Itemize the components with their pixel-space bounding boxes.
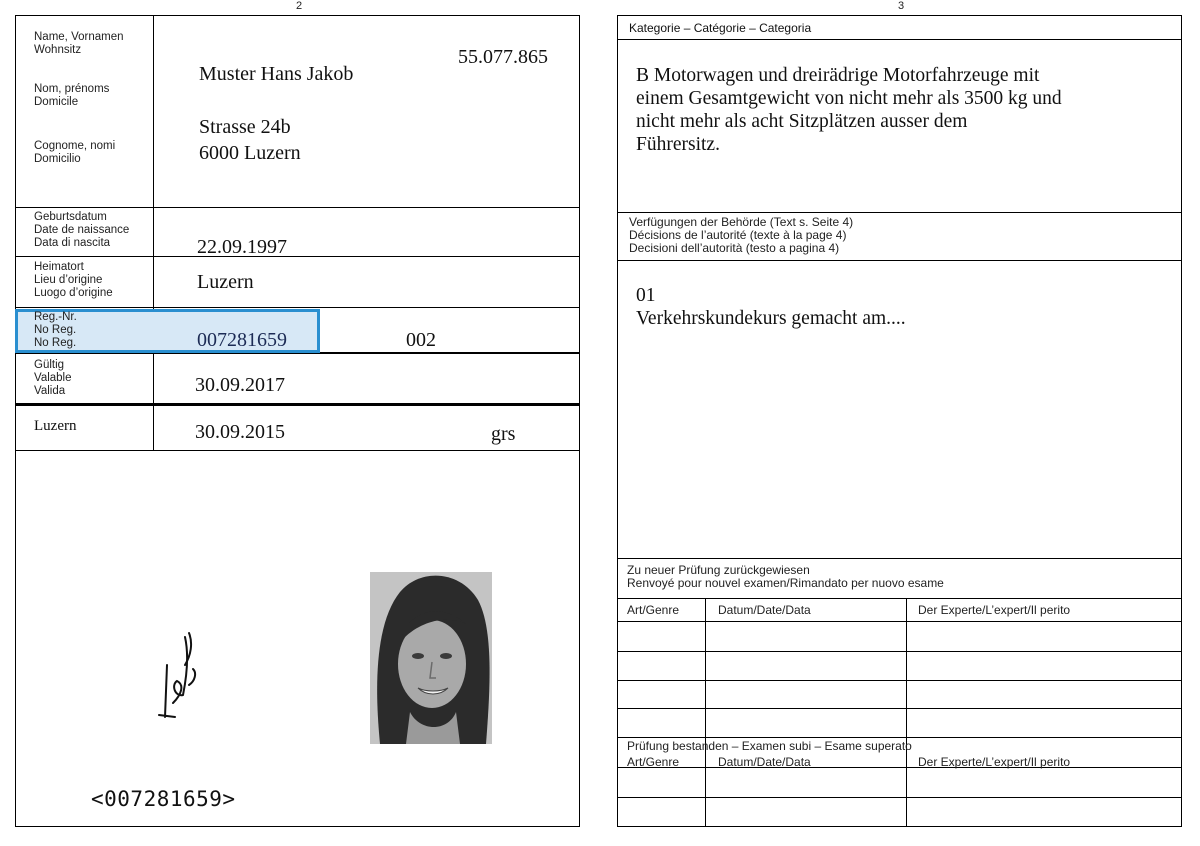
date-of-birth: 22.09.1997 — [197, 236, 287, 258]
decision-entry — [636, 284, 906, 330]
label-domicile-fr: Domicile — [34, 96, 79, 108]
left-page-frame — [15, 15, 580, 827]
category-line-2: einem Gesamtgewicht von nicht mehr als 3500 kg und — [636, 88, 1062, 109]
valid-until: 30.09.2017 — [195, 374, 285, 396]
rejected-header-fr-it: Renvoyé pour nouvel examen/Rimandato per nuovo esame — [627, 576, 944, 590]
rejected-col-expert: Der Experte/L’expert/Il perito — [918, 603, 1071, 617]
label-origin-it: Luogo d’origine — [34, 287, 113, 299]
holder-name: Muster Hans Jakob — [199, 63, 354, 85]
label-domicile-de: Wohnsitz — [34, 44, 82, 56]
holder-photo — [370, 572, 492, 744]
label-origin-de: Heimatort — [34, 261, 84, 273]
decision-code: 01 — [636, 285, 656, 306]
label-domicile-it: Domicilio — [34, 153, 81, 165]
passed-header: Prüfung bestanden – Examen subi – Esame superato — [627, 739, 912, 753]
place-of-origin: Luzern — [197, 271, 254, 293]
issue-date: 30.09.2015 — [195, 421, 285, 443]
signature — [145, 625, 205, 725]
label-dob-fr: Date de naissance — [34, 224, 130, 236]
label-reg-it: No Reg. — [34, 337, 77, 349]
decisions-header-it: Decisioni dell’autorità (testo a pagina 4) — [629, 241, 840, 255]
reg-labels — [34, 311, 77, 350]
label-origin-fr: Lieu d’origine — [34, 274, 103, 286]
label-valid-it: Valida — [34, 385, 66, 397]
label-valid-fr: Valable — [34, 372, 72, 384]
holder-street: Strasse 24b — [199, 116, 291, 138]
mrz-line: <007281659> — [91, 787, 236, 811]
passed-col-art: Art/Genre — [627, 755, 680, 769]
label-reg-fr: No Reg. — [34, 324, 77, 336]
rejected-col-art: Art/Genre — [627, 603, 680, 617]
decisions-header-fr: Décisions de l’autorité (texte à la page 4) — [629, 228, 847, 242]
photo-drawing — [370, 572, 492, 744]
reg-suffix: 002 — [406, 329, 436, 351]
passed-col-date: Datum/Date/Data — [718, 755, 811, 769]
rejected-header-de: Zu neuer Prüfung zurückgewiesen — [627, 563, 810, 577]
label-dob-it: Data di nascita — [34, 237, 111, 249]
decisions-header — [629, 216, 853, 255]
category-description — [636, 64, 1062, 156]
label-valid-de: Gültig — [34, 359, 65, 371]
category-line-3: nicht mehr als acht Sitzplätzen ausser dem — [636, 111, 968, 132]
valid-labels — [34, 359, 72, 398]
label-name-it: Cognome, nomi — [34, 140, 116, 152]
category-line-1: B Motorwagen und dreirädrige Motorfahrzeuge mit — [636, 65, 1040, 86]
page-number-left: 2 — [296, 0, 303, 12]
label-dob-de: Geburtsdatum — [34, 211, 107, 223]
label-name-fr: Nom, prénoms — [34, 83, 110, 95]
name-labels-it — [34, 140, 115, 166]
license-number: 55.077.865 — [458, 46, 548, 68]
holder-city: 6000 Luzern — [199, 142, 301, 164]
reg-number: 007281659 — [197, 329, 287, 351]
label-name-de: Name, Vornamen — [34, 31, 124, 43]
decision-text: Verkehrskundekurs gemacht am.... — [636, 308, 906, 329]
rejected-col-date: Datum/Date/Data — [718, 603, 811, 617]
passed-col-expert: Der Experte/L’expert/Il perito — [918, 755, 1071, 769]
dob-labels — [34, 211, 129, 250]
name-labels — [34, 31, 124, 57]
name-labels-fr — [34, 83, 109, 109]
origin-labels — [34, 261, 113, 300]
signature-drawing — [145, 625, 205, 725]
label-reg-de: Reg.-Nr. — [34, 311, 77, 323]
category-header: Kategorie – Catégorie – Categoria — [629, 21, 812, 35]
issuer-initials: grs — [491, 423, 516, 445]
page-number-right: 3 — [898, 0, 905, 12]
issue-place: Luzern — [34, 418, 77, 434]
rejected-header — [627, 564, 944, 590]
decisions-header-de: Verfügungen der Behörde (Text s. Seite 4) — [629, 215, 854, 229]
category-line-4: Führersitz. — [636, 134, 720, 155]
